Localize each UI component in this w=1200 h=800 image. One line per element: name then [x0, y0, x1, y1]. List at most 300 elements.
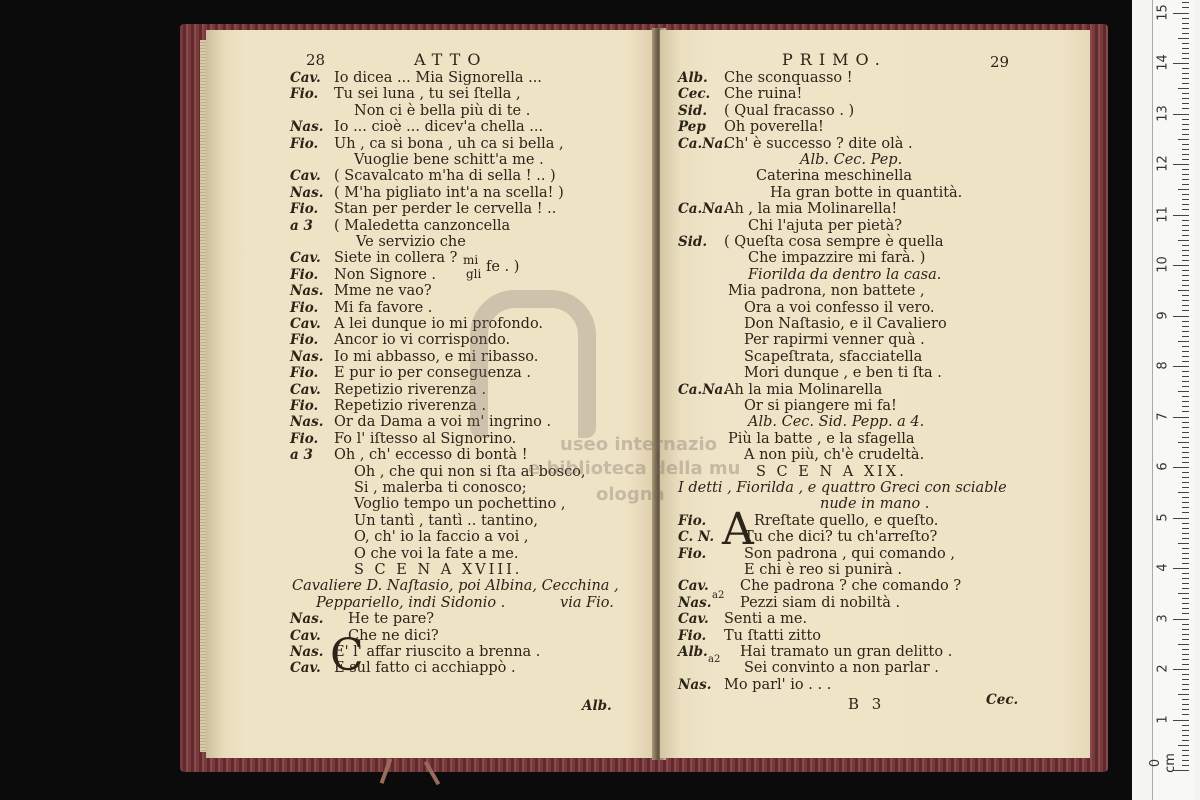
speaker-label: a 3	[290, 447, 313, 464]
text-line: Ve servizio che	[356, 234, 466, 250]
catchword: Alb.	[582, 698, 612, 714]
text-line: Ora a voi confesso il vero.	[744, 299, 935, 316]
ruler-tick	[1182, 245, 1189, 246]
ruler-tick	[1182, 684, 1189, 685]
ruler-tick	[1182, 487, 1189, 488]
ruler-tick	[1182, 275, 1189, 276]
ruler-tick	[1178, 189, 1189, 190]
page-number: 28	[306, 51, 326, 69]
speaker-label: Cav.	[290, 168, 321, 185]
ruler-tick	[1182, 750, 1189, 751]
ruler-tick	[1182, 331, 1189, 332]
ruler-tick	[1178, 442, 1189, 443]
ruler-tick	[1173, 13, 1189, 14]
speaker-label: Fio.	[290, 398, 319, 414]
text-line: E pur io per conseguenza .	[334, 365, 531, 382]
watermark-line-1: useo internazio	[560, 434, 718, 455]
ruler-label: 6	[1155, 462, 1171, 471]
ruler-tick	[1173, 164, 1189, 165]
text-line: Repetizio riverenza .	[334, 398, 487, 414]
ruler-label: 14	[1155, 54, 1171, 71]
text-line: Siete in collera ?	[334, 250, 458, 267]
ruler-tick	[1182, 548, 1189, 549]
speaker-label: Fio.	[290, 299, 319, 316]
ruler-tick	[1182, 194, 1189, 195]
museum-logo-watermark	[470, 290, 596, 438]
ruler-tick	[1173, 619, 1189, 620]
drop-cap: C	[330, 630, 364, 681]
speaker-label: Cav.	[290, 627, 321, 644]
text-line: Mia padrona, non battete ,	[728, 283, 925, 300]
text-line: Oh , ch' eccesso di bontà !	[334, 447, 528, 464]
text-line: nude in mano .	[820, 496, 930, 513]
ruler-tick	[1182, 225, 1189, 226]
speaker-label: Cav.	[678, 578, 709, 595]
text-line: Chi l'ajuta per pietà?	[748, 217, 903, 234]
ruler-tick	[1173, 720, 1189, 721]
ruler-tick	[1182, 23, 1189, 24]
text-line: Tu ſtatti zitto	[724, 627, 822, 644]
speaker-label: Fio.	[290, 266, 319, 283]
speaker-label: Fio.	[678, 512, 707, 529]
page-number: 29	[990, 53, 1010, 71]
ruler-tick	[1173, 518, 1189, 519]
ruler-tick	[1173, 215, 1189, 216]
text-line: Alb. Cec. Pep.	[800, 152, 903, 168]
speaker-label: Cec.	[678, 86, 711, 103]
text-line: ( Queſta cosa sempre è quella	[724, 234, 944, 250]
ruler-tick	[1182, 563, 1189, 564]
ruler-tick	[1182, 735, 1189, 736]
stacked-word-top: mi	[463, 253, 479, 267]
ruler-tick	[1182, 608, 1189, 609]
speaker-label: Cav.	[290, 70, 321, 86]
ruler-tick	[1178, 88, 1189, 89]
ruler-tick	[1182, 58, 1189, 59]
ruler-tick	[1182, 43, 1189, 44]
text-line: Or da Dama a voi m' ingrino .	[334, 414, 552, 431]
speaker-label: C. N.	[678, 529, 715, 546]
ruler-tick	[1182, 386, 1189, 387]
ruler-tick	[1182, 725, 1189, 726]
ruler-tick	[1182, 260, 1189, 261]
ruler-tick	[1182, 230, 1189, 231]
ruler-tick	[1182, 346, 1189, 347]
speaker-label: Nas.	[290, 348, 324, 365]
text-line: Scapeſtrata, sfacciatella	[744, 348, 923, 365]
speaker-label: Nas.	[290, 184, 324, 201]
ruler-tick	[1182, 250, 1189, 251]
text-line: Fiorilda da dentro la casa.	[748, 266, 942, 283]
ruler-tick	[1182, 124, 1189, 125]
signature-mark: B 3	[848, 695, 886, 713]
catchword: Cec.	[986, 692, 1019, 708]
ruler-tick	[1182, 639, 1189, 640]
ruler-tick	[1182, 714, 1189, 715]
text-line: Voglio tempo un pochettino ,	[354, 496, 566, 513]
text-line: Sei convinto a non parlar .	[744, 660, 939, 677]
ruler-tick	[1182, 7, 1189, 8]
ruler-tick	[1182, 134, 1189, 135]
ruler-tick	[1182, 2, 1189, 3]
ruler-tick	[1182, 184, 1189, 185]
ruler-tick	[1182, 588, 1189, 589]
ruler-tick	[1182, 699, 1189, 700]
stacked-word-bottom: gli	[466, 267, 482, 281]
ruler-label: 2	[1155, 664, 1171, 673]
ruler-label: 4	[1155, 563, 1171, 572]
ruler-tick	[1182, 93, 1189, 94]
ruler-tick	[1182, 48, 1189, 49]
ruler-tick	[1178, 543, 1189, 544]
ruler-tick	[1182, 199, 1189, 200]
ruler-tick	[1182, 664, 1189, 665]
speaker-label: Nas.	[290, 414, 324, 431]
text-line: Don Naſtasio, e il Cavaliero	[744, 316, 947, 332]
ruler-tick	[1173, 265, 1189, 266]
ruler-tick	[1182, 18, 1189, 19]
ruler-tick	[1182, 755, 1189, 756]
ruler-tick	[1182, 351, 1189, 352]
text-line: Vuoglie bene schitt'a me .	[354, 152, 544, 168]
ruler-tick	[1182, 103, 1189, 104]
text-line: Or si piangere mi fa!	[744, 398, 897, 414]
ruler-tick	[1182, 83, 1189, 84]
ruler-label: 12	[1155, 155, 1171, 172]
text-line: He te pare?	[348, 611, 435, 628]
ruler-tick	[1182, 457, 1189, 458]
text-line: E sul fatto ci acchiappò .	[334, 660, 516, 677]
ruler-tick	[1182, 33, 1189, 34]
text-line: Repetizio riverenza .	[334, 381, 487, 398]
ruler-label: 13	[1155, 104, 1171, 122]
speaker-label: Fio.	[290, 86, 319, 103]
speaker-label: Nas.	[290, 119, 324, 136]
ruler-tick	[1182, 179, 1189, 180]
ruler-tick	[1182, 427, 1189, 428]
ruler-tick	[1173, 63, 1189, 64]
ruler-tick	[1182, 558, 1189, 559]
ruler-label: 3	[1155, 613, 1171, 623]
text-line: Ch' è successo ? dite olà .	[724, 135, 913, 152]
text-line: ( Qual fracasso . )	[724, 102, 855, 119]
ruler-tick	[1182, 497, 1189, 498]
ruler-tick	[1178, 694, 1189, 695]
text-line: ( Maledetta canzoncella	[334, 217, 511, 234]
ruler-tick	[1178, 290, 1189, 291]
ruler-tick	[1178, 38, 1189, 39]
text-line: Peppariello, indi Sidonio .	[316, 594, 506, 611]
text-line: O che voi la fate a me.	[354, 545, 519, 562]
ruler-tick	[1182, 295, 1189, 296]
ruler-tick	[1182, 538, 1189, 539]
text-line: Pezzi siam di nobiltà .	[740, 594, 901, 611]
ruler-tick	[1178, 492, 1189, 493]
speaker-label: Fio.	[678, 627, 707, 644]
ruler-tick	[1182, 144, 1189, 145]
ruler-tick	[1182, 709, 1189, 710]
ruler-tick	[1178, 341, 1189, 342]
ruler-tick	[1182, 406, 1189, 407]
ruler-tick	[1182, 649, 1189, 650]
ruler-tick	[1182, 740, 1189, 741]
ruler-tick	[1182, 305, 1189, 306]
ruler-tick	[1173, 316, 1189, 317]
ruler-tick	[1182, 381, 1189, 382]
drop-cap: A	[722, 504, 754, 555]
ruler-label: 10	[1155, 256, 1171, 273]
speaker-label: Ca.Na.	[678, 381, 728, 398]
speaker-label: Pep	[678, 119, 706, 136]
text-line: Tu sei luna , tu sei ſtella ,	[334, 86, 521, 103]
ruler-tick	[1182, 765, 1189, 766]
text-line: Ancor io vi corrispondo.	[334, 332, 511, 349]
ruler-label: 11	[1155, 205, 1171, 223]
speaker-label: Sid.	[678, 102, 708, 119]
ruler-tick	[1182, 356, 1189, 357]
ruler-label: 7	[1155, 411, 1171, 421]
ruler-label: 1	[1155, 714, 1171, 724]
text-line: Io ... cioè ... dicev'a chella ...	[334, 119, 544, 136]
speaker-label: Nas.	[290, 283, 324, 300]
right-page	[660, 30, 1090, 758]
speaker-label: Alb.	[678, 70, 708, 86]
speaker-label: Ca.Na.	[678, 135, 728, 152]
speaker-label: Nas.	[290, 611, 324, 628]
ruler-tick	[1182, 401, 1189, 402]
text-line: Uh , ca si bona , uh ca si bella ,	[334, 135, 564, 152]
ruler-tick	[1182, 583, 1189, 584]
text-line: ( M'ha pigliato int'a na scella! )	[334, 184, 564, 201]
text-line: Ha gran botte in quantità.	[770, 184, 963, 201]
ruler-tick	[1178, 240, 1189, 241]
ruler-tick	[1182, 119, 1189, 120]
ruler-tick	[1182, 204, 1189, 205]
ruler-tick	[1182, 659, 1189, 660]
ruler-tick	[1182, 553, 1189, 554]
ruler-tick	[1182, 53, 1189, 54]
text-line: Che impazzire mi farà. )	[748, 250, 926, 267]
ruler-tick	[1182, 235, 1189, 236]
text-line: Non ci è bella più di te .	[354, 102, 531, 119]
ruler-tick	[1182, 98, 1189, 99]
ruler-tick	[1182, 285, 1189, 286]
speaker-label: Alb.	[678, 644, 708, 660]
text-line: Rreſtate quello, e queſto.	[754, 512, 939, 529]
ruler-label: 0 cm	[1148, 753, 1178, 773]
text-line: Senti a me.	[724, 611, 808, 628]
a2-mark: a2	[708, 654, 721, 665]
ruler-tick	[1182, 629, 1189, 630]
text-line: Cavaliere D. Naſtasio, poi Albina, Cecchina ,	[292, 578, 619, 595]
ruler-tick	[1182, 28, 1189, 29]
ruler-tick	[1182, 502, 1189, 503]
ruler-label: 5	[1155, 512, 1171, 522]
ruler-tick	[1182, 336, 1189, 337]
ruler-tick	[1182, 169, 1189, 170]
running-head: ATTO	[414, 50, 488, 69]
speaker-label: Cav.	[290, 660, 321, 677]
ruler-tick	[1182, 624, 1189, 625]
ruler-tick	[1182, 674, 1189, 675]
text-line: Mo parl' io . . .	[724, 676, 832, 693]
speaker-label: Fio.	[290, 201, 319, 218]
ruler-tick	[1173, 669, 1189, 670]
ruler-tick	[1182, 512, 1189, 513]
ruler-tick	[1182, 78, 1189, 79]
text-line: Fo l' iſtesso al Signorino.	[334, 430, 517, 447]
ruler-scale	[1148, 0, 1195, 800]
ruler-label: 9	[1155, 310, 1171, 320]
ruler-tick	[1182, 452, 1189, 453]
ruler-tick	[1182, 108, 1189, 109]
text-line: Son padrona , qui comando ,	[744, 545, 955, 562]
ruler-label: 15	[1155, 3, 1171, 21]
ruler-tick	[1182, 361, 1189, 362]
speaker-label: Fio.	[290, 430, 319, 447]
text-line: Che ne dici?	[348, 627, 439, 644]
ruler-tick	[1182, 654, 1189, 655]
ruler-tick	[1182, 220, 1189, 221]
ruler-tick	[1182, 598, 1189, 599]
speaker-label: Cav.	[290, 250, 321, 267]
stacked-suffix: fe . )	[486, 259, 520, 275]
text-line: Mme ne vao?	[334, 283, 432, 300]
ruler-tick	[1182, 73, 1189, 74]
speaker-label: Cav.	[290, 381, 321, 398]
text-line: O, ch' io la faccio a voi ,	[354, 529, 529, 546]
ruler-tick	[1182, 482, 1189, 483]
ruler-tick	[1182, 689, 1189, 690]
speaker-label: Nas.	[678, 676, 712, 693]
text-line: Mi fa favore .	[334, 299, 433, 316]
ruler-tick	[1173, 568, 1189, 569]
speaker-label: Cav.	[290, 316, 321, 332]
ruler-tick	[1182, 528, 1189, 529]
text-line: S C E N A XVIII.	[354, 562, 523, 578]
text-line: S C E N A XIX.	[756, 463, 907, 480]
ruler-tick	[1178, 644, 1189, 645]
ruler-tick	[1182, 533, 1189, 534]
ruler-tick	[1182, 679, 1189, 680]
ruler-tick	[1182, 255, 1189, 256]
ruler-tick	[1182, 321, 1189, 322]
text-line: Per rapirmi venner quà .	[744, 332, 925, 349]
stage-direction: via Fio.	[560, 595, 614, 611]
text-line: Caterina meschinella	[756, 168, 913, 185]
ruler-tick	[1173, 366, 1189, 367]
text-line: Oh poverella!	[724, 119, 824, 136]
running-head: PRIMO.	[782, 50, 887, 69]
ruler-tick	[1182, 149, 1189, 150]
text-line: A lei dunque io mi profondo.	[334, 316, 544, 332]
text-line: Si , malerba ti conosco;	[354, 480, 527, 496]
ruler-tick	[1182, 447, 1189, 448]
speaker-label: Nas.	[678, 594, 712, 611]
text-line: Più la batte , e la sfagella	[728, 430, 915, 447]
ruler-tick	[1182, 174, 1189, 175]
ruler-tick	[1182, 422, 1189, 423]
ruler-tick	[1173, 417, 1189, 418]
ruler-tick	[1178, 745, 1189, 746]
ruler-tick	[1182, 396, 1189, 397]
ruler-tick	[1182, 523, 1189, 524]
a2-mark: a2	[712, 590, 725, 601]
text-line: I detti , Fiorilda , e quattro Greci con sciable	[678, 480, 1007, 496]
text-line: Che padrona ? che comando ?	[740, 578, 962, 595]
ruler-tick	[1182, 704, 1189, 705]
measurement-ruler	[1132, 0, 1200, 800]
ruler-tick	[1182, 432, 1189, 433]
ruler-tick	[1182, 437, 1189, 438]
text-line: Io mi abbasso, e mi ribasso.	[334, 348, 539, 365]
speaker-label: Cav.	[678, 611, 709, 628]
text-line: A non più, ch'è crudeltà.	[744, 447, 925, 464]
ruler-tick	[1182, 634, 1189, 635]
ruler-tick	[1182, 472, 1189, 473]
ruler-tick	[1182, 310, 1189, 311]
ruler-tick	[1182, 613, 1189, 614]
speaker-label: a 3	[290, 217, 313, 234]
ruler-tick	[1182, 68, 1189, 69]
text-line: Io dicea ... Mia Signorella ...	[334, 70, 542, 86]
ruler-tick	[1182, 129, 1189, 130]
ruler-tick	[1178, 139, 1189, 140]
ruler-tick	[1182, 578, 1189, 579]
ruler-tick	[1182, 477, 1189, 478]
ruler-tick	[1182, 411, 1189, 412]
ruler-tick	[1182, 326, 1189, 327]
text-line: Che sconquasso !	[724, 70, 853, 86]
ruler-tick	[1182, 154, 1189, 155]
speaker-label: Fio.	[290, 365, 319, 382]
watermark-line-2: e biblioteca della mu	[528, 458, 741, 479]
text-line: E' l' affar riuscito a brenna .	[334, 644, 541, 660]
text-line: E chi è reo si punirà .	[744, 562, 903, 578]
ruler-tick	[1173, 467, 1189, 468]
text-line: ( Scavalcato m'ha di sella ! .. )	[334, 168, 556, 185]
ruler-tick	[1182, 462, 1189, 463]
ruler-tick	[1182, 376, 1189, 377]
ruler-tick	[1182, 280, 1189, 281]
speaker-label: Fio.	[678, 545, 707, 562]
ruler-tick	[1182, 300, 1189, 301]
ruler-tick	[1182, 507, 1189, 508]
text-line: Hai tramato un gran delitto .	[740, 644, 953, 660]
text-line: Tu che dici? tu ch'arreſto?	[744, 529, 938, 546]
speaker-label: Ca.Na.	[678, 201, 728, 218]
text-line: Alb. Cec. Sid. Pepp. a 4.	[748, 414, 925, 431]
text-line: Un tantì , tantì .. tantino,	[354, 512, 538, 529]
speaker-label: Sid.	[678, 234, 708, 250]
ruler-tick	[1182, 270, 1189, 271]
ruler-tick	[1182, 603, 1189, 604]
text-line: Ah la mia Molinarella	[724, 381, 883, 398]
speaker-label: Nas.	[290, 644, 324, 660]
speaker-label: Fio.	[290, 135, 319, 152]
ruler-tick	[1182, 760, 1189, 761]
ruler-tick	[1182, 371, 1189, 372]
speaker-label: Fio.	[290, 332, 319, 349]
ruler-tick	[1182, 209, 1189, 210]
ruler-tick	[1182, 573, 1189, 574]
text-line: Non Signore .	[334, 266, 437, 283]
text-line: Oh , che qui non si ſta al bosco,	[354, 463, 586, 480]
ruler-tick	[1182, 730, 1189, 731]
ruler-label: 8	[1155, 361, 1171, 370]
watermark-line-3: ologna	[596, 484, 665, 505]
ruler-tick	[1182, 159, 1189, 160]
